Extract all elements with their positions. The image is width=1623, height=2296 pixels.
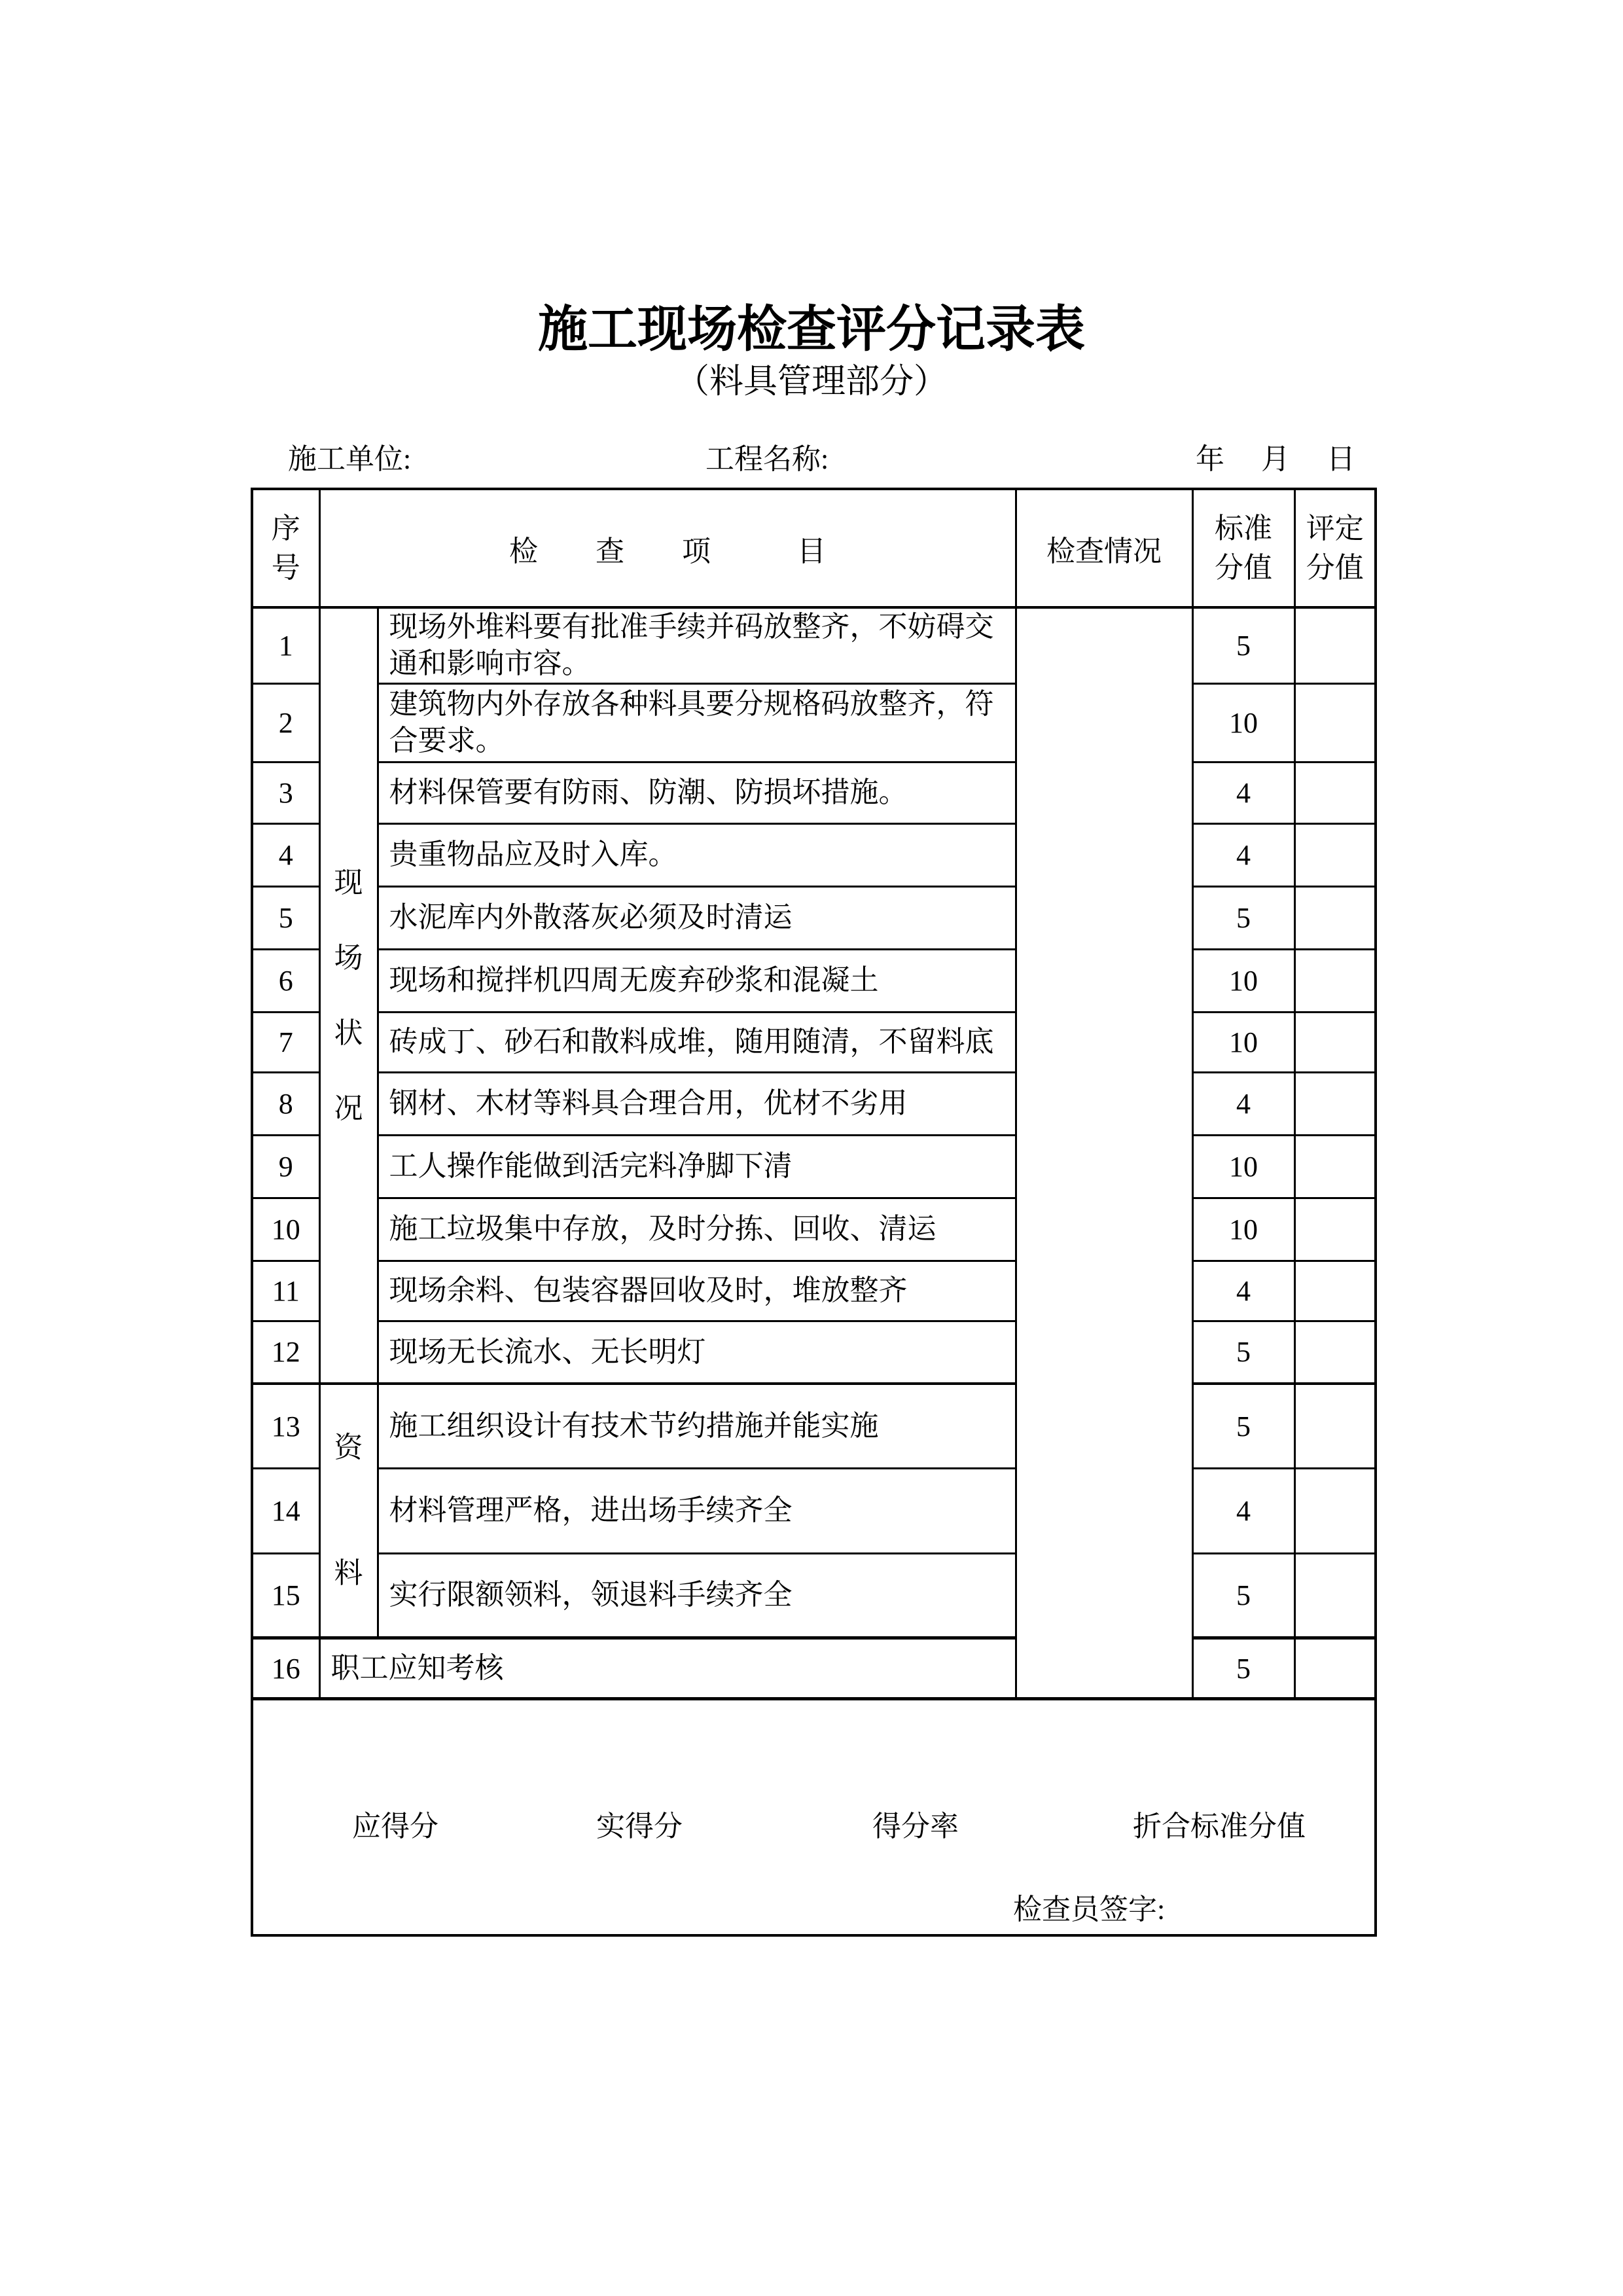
row-rating-cell <box>1294 1638 1376 1699</box>
row-number: 12 <box>252 1321 319 1384</box>
row-number: 1 <box>252 607 319 683</box>
row-item: 现场和搅拌机四周无废弃砂浆和混凝土 <box>378 949 1016 1012</box>
row-standard-score: 10 <box>1192 1012 1294 1072</box>
table-row-1 <box>252 607 1376 683</box>
row-rating-cell <box>1294 1553 1376 1638</box>
inspector-signature-label: 检查员签字: <box>1013 1893 1166 1926</box>
table-row-14 <box>252 1469 1376 1554</box>
row-standard-score: 5 <box>1192 886 1294 949</box>
row-item: 现场余料、包装容器回收及时，堆放整齐 <box>378 1261 1016 1321</box>
row-number: 4 <box>252 823 319 886</box>
row-rating-cell <box>1294 1469 1376 1554</box>
row-number: 8 <box>252 1072 319 1135</box>
row-standard-score: 5 <box>1192 1321 1294 1384</box>
table-row-2 <box>252 683 1376 762</box>
row-item: 建筑物内外存放各种料具要分规格码放整齐，符合要求。 <box>378 683 1016 762</box>
row-number: 3 <box>252 762 319 823</box>
row-number: 7 <box>252 1012 319 1072</box>
row-item: 职工应知考核 <box>319 1638 1016 1699</box>
row-rating-cell <box>1294 823 1376 886</box>
project-name-label: 工程名称: <box>705 443 829 475</box>
row-standard-score: 10 <box>1192 1198 1294 1261</box>
summary-cell <box>252 1699 1376 1935</box>
row-item: 工人操作能做到活完料净脚下清 <box>378 1135 1016 1198</box>
row-rating-cell <box>1294 1261 1376 1321</box>
table-row-6 <box>252 949 1376 1012</box>
row-standard-score: 5 <box>1192 607 1294 683</box>
header-no: 序号 <box>252 489 319 607</box>
summary-label-converted-score: 折合标准分值 <box>1133 1810 1306 1842</box>
table-row-13 <box>252 1384 1376 1469</box>
row-item: 材料管理严格，进出场手续齐全 <box>378 1469 1016 1554</box>
row-number: 2 <box>252 683 319 762</box>
table-row-8 <box>252 1072 1376 1135</box>
row-rating-cell <box>1294 683 1376 762</box>
row-rating-cell <box>1294 1135 1376 1198</box>
row-standard-score: 10 <box>1192 683 1294 762</box>
row-standard-score: 4 <box>1192 762 1294 823</box>
row-item: 现场无长流水、无长明灯 <box>378 1321 1016 1384</box>
row-rating-cell <box>1294 1072 1376 1135</box>
date-label: 年 月 日 <box>1196 443 1359 475</box>
header-check-items: 检 查 项 目 <box>319 489 1016 607</box>
row-rating-cell <box>1294 1198 1376 1261</box>
table-row-5 <box>252 886 1376 949</box>
row-number: 14 <box>252 1469 319 1554</box>
check-situation-cell <box>1016 607 1192 1699</box>
table-row-12 <box>252 1321 1376 1384</box>
row-standard-score: 5 <box>1192 1553 1294 1638</box>
row-number: 13 <box>252 1384 319 1469</box>
row-rating-cell <box>1294 886 1376 949</box>
row-standard-score: 4 <box>1192 1469 1294 1554</box>
row-standard-score: 10 <box>1192 1135 1294 1198</box>
row-rating-cell <box>1294 949 1376 1012</box>
header-check-situation: 检查情况 <box>1016 489 1192 607</box>
row-item: 水泥库内外散落灰必须及时清运 <box>378 886 1016 949</box>
row-item: 实行限额领料，领退料手续齐全 <box>378 1553 1016 1638</box>
page-title: 施工现场检查评分记录表 <box>538 302 1085 357</box>
row-standard-score: 4 <box>1192 1072 1294 1135</box>
table-row-16 <box>252 1638 1376 1699</box>
summary-label-expected-score: 应得分 <box>352 1810 438 1842</box>
row-rating-cell <box>1294 1384 1376 1469</box>
table-row-9 <box>252 1135 1376 1198</box>
row-item: 施工垃圾集中存放，及时分拣、回收、清运 <box>378 1198 1016 1261</box>
table-row-3 <box>252 762 1376 823</box>
row-standard-score: 5 <box>1192 1384 1294 1469</box>
page-subtitle: （料具管理部分） <box>675 363 948 401</box>
summary-row <box>252 1699 1376 1935</box>
table-row-7 <box>252 1012 1376 1072</box>
row-item: 材料保管要有防雨、防潮、防损坏措施。 <box>378 762 1016 823</box>
row-item: 施工组织设计有技术节约措施并能实施 <box>378 1384 1016 1469</box>
inspection-score-table <box>251 488 1377 1937</box>
summary-label-score-rate: 得分率 <box>872 1810 959 1842</box>
row-item: 现场外堆料要有批准手续并码放整齐，不妨碍交通和影响市容。 <box>378 607 1016 683</box>
header-rating-score: 评定分值 <box>1294 489 1376 607</box>
row-number: 11 <box>252 1261 319 1321</box>
header-standard-score: 标准分值 <box>1192 489 1294 607</box>
row-rating-cell <box>1294 762 1376 823</box>
row-number: 10 <box>252 1198 319 1261</box>
table-row-4 <box>252 823 1376 886</box>
table-row-11 <box>252 1261 1376 1321</box>
row-number: 16 <box>252 1638 319 1699</box>
category-site-condition: 现场状况 <box>319 607 378 1384</box>
summary-label-actual-score: 实得分 <box>596 1810 683 1842</box>
row-standard-score: 4 <box>1192 823 1294 886</box>
construction-unit-label: 施工单位: <box>288 443 412 475</box>
row-standard-score: 5 <box>1192 1638 1294 1699</box>
row-number: 15 <box>252 1553 319 1638</box>
table-row-10 <box>252 1198 1376 1261</box>
table-header-row <box>252 489 1376 607</box>
table-row-15 <box>252 1553 1376 1638</box>
row-number: 9 <box>252 1135 319 1198</box>
row-number: 6 <box>252 949 319 1012</box>
row-rating-cell <box>1294 1012 1376 1072</box>
row-item: 砖成丁、砂石和散料成堆，随用随清，不留料底 <box>378 1012 1016 1072</box>
row-standard-score: 4 <box>1192 1261 1294 1321</box>
category-material-docs: 资料 <box>319 1384 378 1638</box>
row-rating-cell <box>1294 607 1376 683</box>
row-item: 贵重物品应及时入库。 <box>378 823 1016 886</box>
row-item: 钢材、木材等料具合理合用，优材不劣用 <box>378 1072 1016 1135</box>
row-rating-cell <box>1294 1321 1376 1384</box>
row-standard-score: 10 <box>1192 949 1294 1012</box>
row-number: 5 <box>252 886 319 949</box>
